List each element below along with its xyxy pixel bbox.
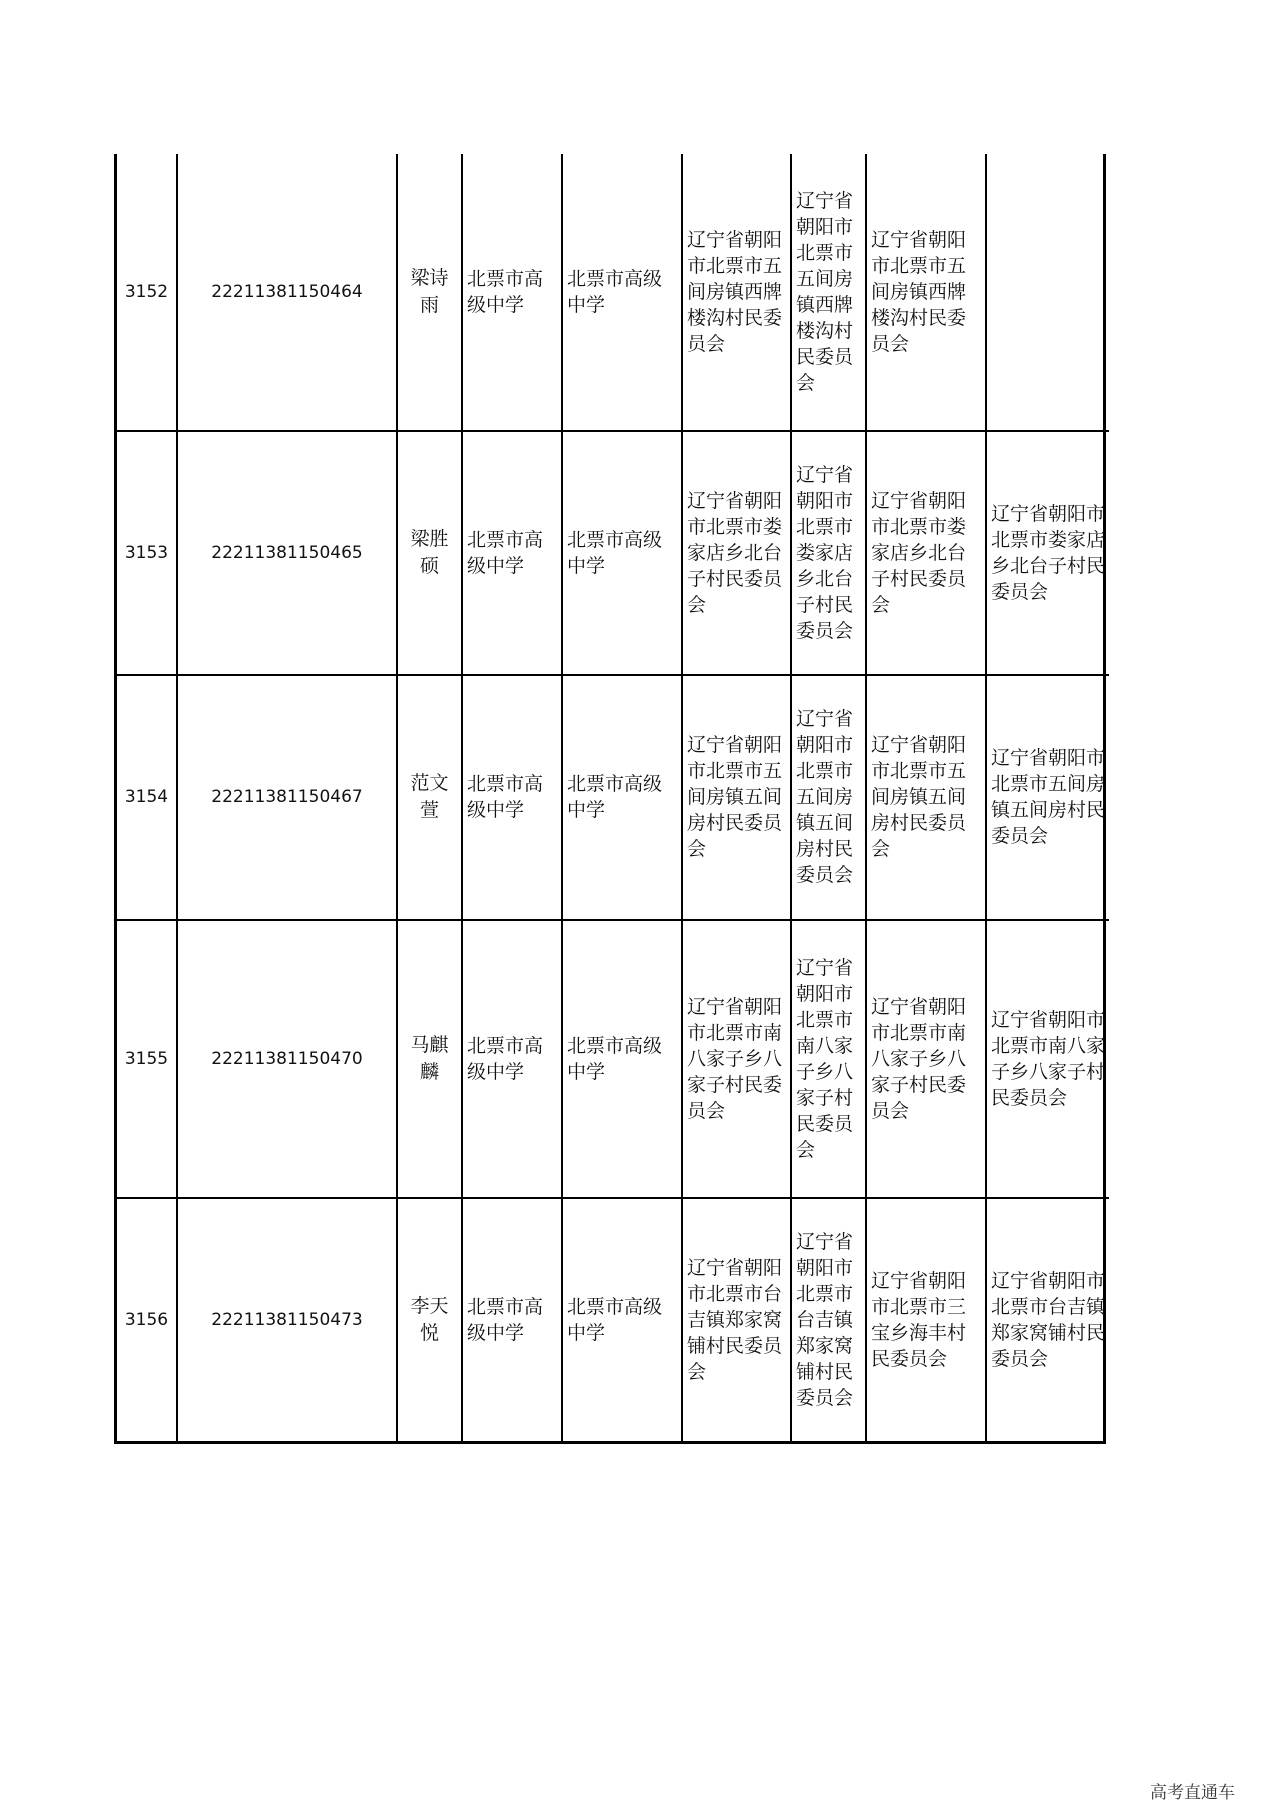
school-cell: 北票市高级中学 — [462, 675, 562, 919]
admitted-school-cell: 北票市高级中学 — [562, 920, 682, 1199]
school-cell: 北票市高级中学 — [462, 1198, 562, 1441]
address-2-cell: 辽宁省朝阳市北票市五间房镇西牌楼沟村民委员会 — [791, 154, 866, 431]
address-3-cell: 辽宁省朝阳市北票市五间房镇五间房村民委员会 — [866, 675, 986, 919]
address-1-cell: 辽宁省朝阳市北票市台吉镇郑家窝铺村民委员会 — [682, 1198, 791, 1441]
address-1-cell: 辽宁省朝阳市北票市五间房镇西牌楼沟村民委员会 — [682, 154, 791, 431]
address-2-cell: 辽宁省朝阳市北票市娄家店乡北台子村民委员会 — [791, 431, 866, 675]
address-1-cell: 辽宁省朝阳市北票市南八家子乡八家子村民委员会 — [682, 920, 791, 1199]
admitted-school-cell: 北票市高级中学 — [562, 1198, 682, 1441]
admitted-school-cell: 北票市高级中学 — [562, 675, 682, 919]
student-name-cell: 梁胜硕 — [397, 431, 462, 675]
student-name-cell: 梁诗雨 — [397, 154, 462, 431]
table-row — [117, 154, 1109, 431]
school-cell: 北票市高级中学 — [462, 431, 562, 675]
table-row — [117, 920, 1109, 1199]
address-3-cell: 辽宁省朝阳市北票市娄家店乡北台子村民委员会 — [866, 431, 986, 675]
exam-number-cell: 22211381150467 — [177, 675, 397, 919]
student-name-cell: 李天悦 — [397, 1198, 462, 1441]
address-4-cell — [986, 154, 1109, 431]
exam-number-cell: 22211381150470 — [177, 920, 397, 1199]
table-row — [117, 675, 1109, 919]
watermark: 高考直通车 — [1150, 1783, 1235, 1803]
exam-number-cell: 22211381150473 — [177, 1198, 397, 1441]
school-cell: 北票市高级中学 — [462, 920, 562, 1199]
address-4-cell: 辽宁省朝阳市北票市台吉镇郑家窝铺村民委员会 — [986, 1198, 1109, 1441]
seq-cell: 3155 — [117, 920, 177, 1199]
exam-number-cell: 22211381150464 — [177, 154, 397, 431]
table-row — [117, 1198, 1109, 1441]
admitted-school-cell: 北票市高级中学 — [562, 154, 682, 431]
admitted-school-cell: 北票市高级中学 — [562, 431, 682, 675]
address-2-cell: 辽宁省朝阳市北票市南八家子乡八家子村民委员会 — [791, 920, 866, 1199]
address-2-cell: 辽宁省朝阳市北票市五间房镇五间房村民委员会 — [791, 675, 866, 919]
records-table-container — [114, 154, 1106, 1444]
table-row — [117, 431, 1109, 675]
seq-cell: 3156 — [117, 1198, 177, 1441]
address-1-cell: 辽宁省朝阳市北票市五间房镇五间房村民委员会 — [682, 675, 791, 919]
address-3-cell: 辽宁省朝阳市北票市三宝乡海丰村民委员会 — [866, 1198, 986, 1441]
seq-cell: 3153 — [117, 431, 177, 675]
address-4-cell: 辽宁省朝阳市北票市娄家店乡北台子村民委员会 — [986, 431, 1109, 675]
address-3-cell: 辽宁省朝阳市北票市南八家子乡八家子村民委员会 — [866, 920, 986, 1199]
exam-number-cell: 22211381150465 — [177, 431, 397, 675]
student-name-cell: 马麒麟 — [397, 920, 462, 1199]
student-name-cell: 范文萱 — [397, 675, 462, 919]
school-cell: 北票市高级中学 — [462, 154, 562, 431]
address-3-cell: 辽宁省朝阳市北票市五间房镇西牌楼沟村民委员会 — [866, 154, 986, 431]
address-1-cell: 辽宁省朝阳市北票市娄家店乡北台子村民委员会 — [682, 431, 791, 675]
seq-cell: 3154 — [117, 675, 177, 919]
records-table — [117, 154, 1109, 1441]
address-4-cell: 辽宁省朝阳市北票市五间房镇五间房村民委员会 — [986, 675, 1109, 919]
seq-cell: 3152 — [117, 154, 177, 431]
address-2-cell: 辽宁省朝阳市北票市台吉镇郑家窝铺村民委员会 — [791, 1198, 866, 1441]
address-4-cell: 辽宁省朝阳市北票市南八家子乡八家子村民委员会 — [986, 920, 1109, 1199]
